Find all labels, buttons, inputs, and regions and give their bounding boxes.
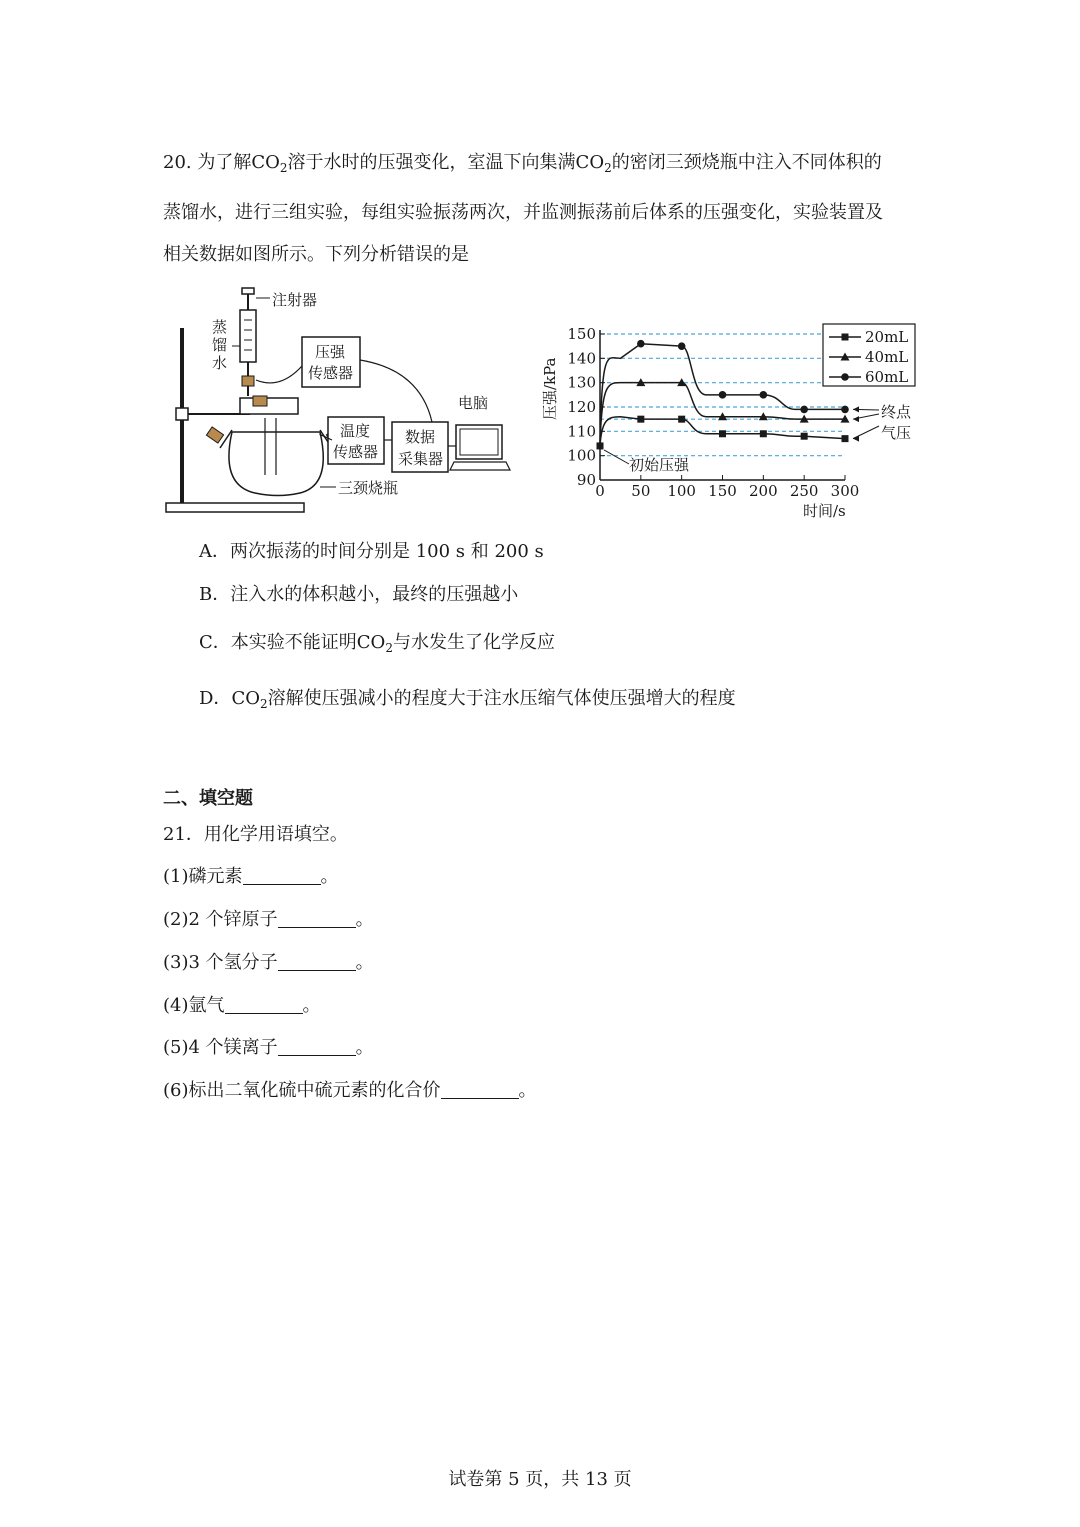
legend-label: 20mL — [865, 328, 909, 346]
water-label-2: 馏 — [212, 336, 228, 354]
data-point-circle — [760, 391, 768, 399]
option-d: D．$CO_2$溶解使压强减小的程度大于注水压缩气体使压强增大的程度 — [199, 688, 736, 711]
co2-formula: $CO_2$ — [575, 152, 612, 175]
data-point-square — [801, 433, 808, 440]
co2-formula: $CO_2$ — [356, 632, 393, 655]
data-point-square — [842, 334, 849, 341]
option-b: B．注入水的体积越小，最终的压强越小 — [199, 584, 519, 605]
x-tick-label: 300 — [830, 482, 860, 500]
flask-label: 三颈烧瓶 — [338, 479, 399, 497]
end-pressure-arrowhead — [853, 406, 859, 412]
q20-text-b: 溶于水时的压强变化，室温下向集满 — [287, 152, 576, 173]
end-pressure-arrowhead — [853, 436, 859, 442]
page-footer: 试卷第 5 页，共 13 页 — [448, 1469, 632, 1490]
data-point-circle — [637, 340, 645, 348]
data-point-circle — [841, 406, 849, 414]
data-point-square — [842, 435, 849, 442]
initial-pressure-label: 初始压强 — [629, 456, 690, 474]
q20-line3: 相关数据如图所示。下列分析错误的是 — [163, 244, 469, 265]
left-stopper — [206, 427, 223, 443]
water-label-3: 水 — [212, 354, 228, 372]
valve — [242, 376, 254, 386]
x-tick-label: 50 — [631, 482, 651, 500]
initial-pressure-point — [597, 442, 604, 449]
computer-label: 电脑 — [458, 394, 489, 412]
q21-item-6: (6)标出二氧化硫中硫元素的化合价 。 — [163, 1080, 537, 1101]
q20-line1 — [163, 148, 882, 175]
legend-label: 60mL — [865, 368, 909, 386]
data-point-circle — [800, 406, 808, 414]
pressure-sensor-label-1: 压强 — [315, 343, 346, 361]
q20-line2: 蒸馏水，进行三组实验，每组实验振荡两次，并监测振荡前后体系的压强变化，实验装置及 — [163, 202, 883, 223]
q21-item-5: (5)4 个镁离子 。 — [163, 1037, 374, 1058]
y-tick-label: 110 — [567, 422, 596, 441]
data-point-circle — [719, 391, 727, 399]
center-stopper — [253, 396, 267, 406]
temp-sensor-label-2: 传感器 — [333, 443, 379, 461]
y-tick-label: 100 — [567, 446, 596, 465]
y-tick-label: 90 — [576, 471, 596, 489]
q21-item-4: (4)氩气 。 — [163, 995, 321, 1016]
q21-item-3: (3)3 个氢分子 。 — [163, 952, 374, 973]
answer-blank[interactable] — [225, 995, 303, 1014]
q20-text-a: 为了解 — [197, 152, 252, 173]
end-pressure-arrowhead — [853, 416, 859, 422]
data-point-square — [637, 416, 644, 423]
answer-blank[interactable] — [278, 1037, 356, 1056]
clamp — [176, 408, 188, 420]
answer-blank[interactable] — [278, 952, 356, 971]
y-tick-label: 120 — [567, 398, 596, 416]
section-heading: 二、填空题 — [163, 788, 253, 809]
option-c: C．本实验不能证明$CO_2$与水发生了化学反应 — [199, 632, 555, 655]
data-point-square — [760, 430, 767, 437]
co2-formula: $CO_2$ — [251, 152, 288, 175]
data-point-square — [719, 430, 726, 437]
computer-keyboard — [450, 462, 510, 470]
flask-neck — [240, 398, 298, 414]
answer-blank[interactable] — [278, 909, 356, 928]
end-pressure-label-1: 终点 — [881, 403, 912, 421]
collector-label-2: 采集器 — [398, 450, 444, 468]
y-tick-label: 130 — [567, 373, 596, 392]
data-point-circle — [678, 342, 686, 350]
data-point-square — [678, 416, 685, 423]
temp-sensor-label-1: 温度 — [340, 422, 371, 440]
water-label-1: 蒸 — [212, 318, 228, 336]
q21-item-1: (1)磷元素 。 — [163, 866, 339, 887]
syringe-label: 注射器 — [272, 291, 318, 309]
x-tick-label: 250 — [789, 482, 819, 500]
x-tick-label: 200 — [749, 482, 778, 500]
q20-text-c: 的密闭三颈烧瓶中注入不同体积的 — [611, 152, 882, 173]
q20-number: 20. — [163, 152, 192, 173]
option-a: A．两次振荡的时间分别是 100 s 和 200 s — [199, 541, 544, 562]
initial-pressure-pointer — [604, 450, 629, 464]
x-tick-label: 0 — [595, 482, 605, 500]
answer-blank[interactable] — [441, 1080, 519, 1099]
co2-formula: $CO_2$ — [231, 688, 268, 711]
collector-label-1: 数据 — [405, 428, 436, 446]
stand-base — [166, 503, 304, 512]
data-point-circle — [841, 373, 849, 381]
x-tick-label: 150 — [708, 482, 737, 500]
y-tick-label: 150 — [567, 325, 596, 343]
y-axis-label: 压强/kPa — [541, 357, 559, 420]
y-tick-label: 140 — [567, 349, 596, 368]
pressure-chart — [541, 320, 930, 525]
answer-blank[interactable] — [243, 866, 321, 885]
x-tick-label: 100 — [667, 482, 696, 500]
apparatus-diagram — [160, 280, 540, 525]
q21-item-2: (2)2 个锌原子 。 — [163, 909, 374, 930]
end-pressure-label-2: 气压 — [881, 424, 912, 442]
syringe-barrel — [240, 310, 256, 362]
x-axis-label: 时间/s — [803, 502, 846, 520]
pressure-sensor-label-2: 传感器 — [308, 364, 354, 382]
q21-title: 21．用化学用语填空。 — [163, 824, 348, 845]
legend-label: 40mL — [865, 348, 909, 366]
